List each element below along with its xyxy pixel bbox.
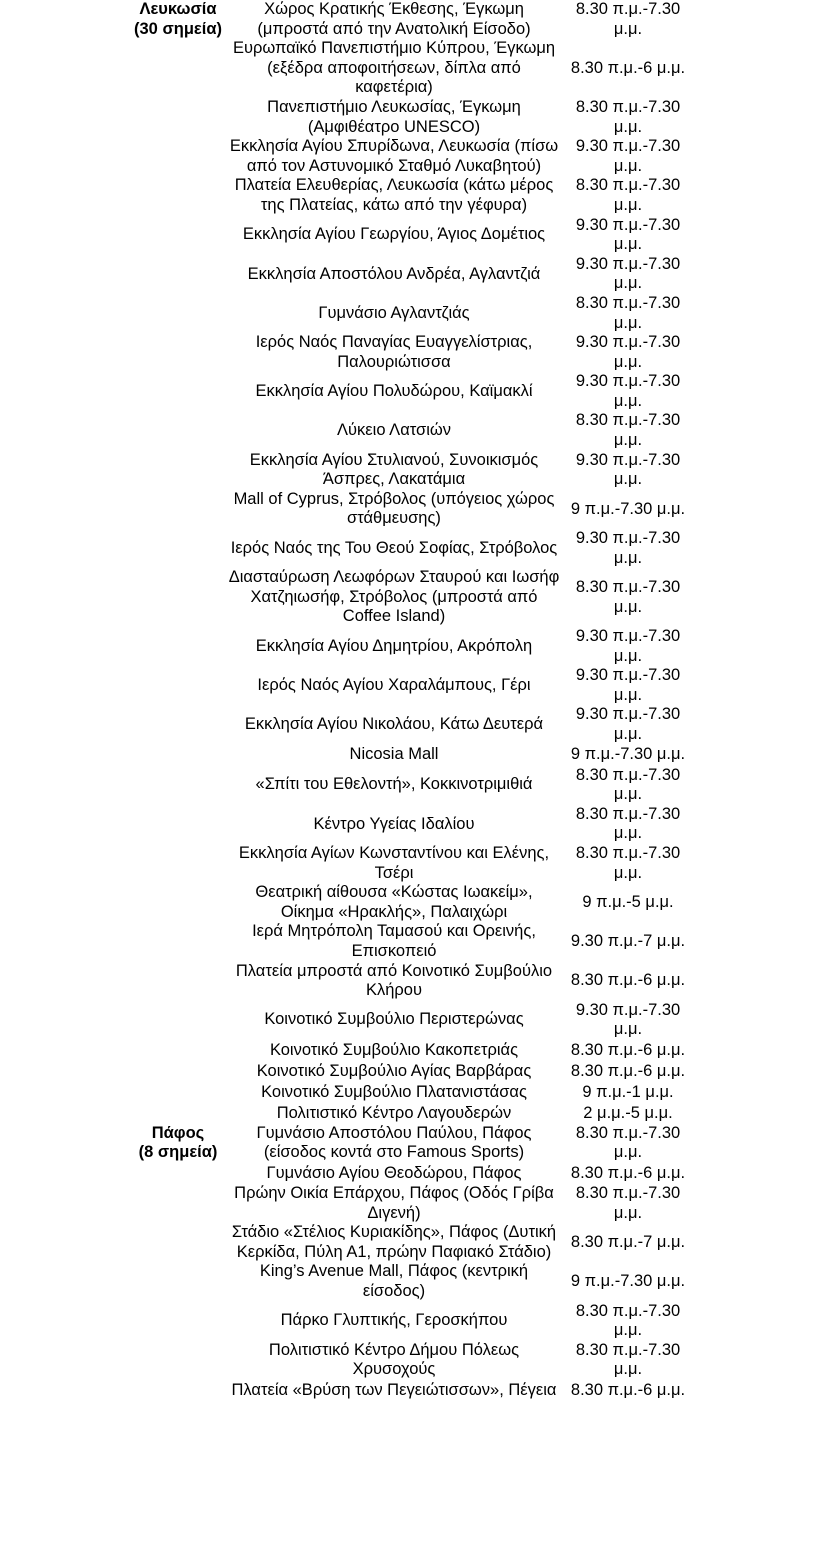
- hours-cell: 9.30 π.μ.-7.30 μ.μ.: [575, 372, 681, 410]
- location-cell: Κέντρο Υγείας Ιδαλίου: [313, 814, 475, 833]
- location-cell: Εκκλησία Αγίου Στυλιανού, Συνοικισμός Άσπρες, Λακατάμια: [249, 450, 539, 489]
- hours-cell: 9 π.μ.-7.30 μ.μ.: [570, 499, 686, 518]
- location-cell: Θεατρική αίθουσα «Κώστας Ιωακείμ», Οίκημα «Ηρακλής», Παλαιχώρι: [255, 883, 533, 921]
- hours-cell: 8.30 π.μ.-6 μ.μ.: [570, 971, 686, 990]
- location-cell: Mall of Cyprus, Στρόβολος (υπόγειος χώρος στάθμευσης): [233, 489, 555, 528]
- hours-cell: 8.30 π.μ.-6 μ.μ.: [570, 1163, 686, 1182]
- empty-cell: [696, 627, 828, 666]
- location-cell: Κοινοτικό Συμβούλιο Πλατανιστάσας: [261, 1082, 527, 1101]
- hours-cell: 9.30 π.μ.-7.30 μ.μ.: [575, 529, 681, 567]
- location-cell: Κοινοτικό Συμβούλιο Κακοπετριάς: [269, 1040, 519, 1059]
- location-cell: «Σπίτι του Εθελοντή», Κοκκινοτριμιθιά: [255, 775, 533, 794]
- location-cell: Λύκειο Λατσιών: [337, 421, 451, 440]
- location-cell: Πλατεία Ελευθερίας, Λευκωσία (κάτω μέρος της Πλατείας, κάτω από την γέφυρα): [234, 176, 554, 214]
- hours-cell: 2 μ.μ.-5 μ.μ.: [583, 1103, 673, 1122]
- empty-cell: [696, 411, 828, 450]
- hours-cell: 8.30 π.μ.-7.30 μ.μ.: [575, 765, 681, 804]
- hours-cell: 8.30 π.μ.-7.30 μ.μ.: [575, 0, 681, 38]
- empty-cell: [696, 1380, 828, 1401]
- location-cell: King’s Avenue Mall, Πάφος (κεντρική είσοδος): [259, 1262, 529, 1301]
- region-name: Λευκωσία: [139, 0, 217, 18]
- empty-cell: [696, 844, 828, 883]
- hours-cell: 8.30 π.μ.-7.30 μ.μ.: [575, 1123, 681, 1162]
- hours-cell: 9.30 π.μ.-7.30 μ.μ.: [575, 137, 681, 175]
- location-cell: Πλατεία μπροστά από Κοινοτικό Συμβούλιο Κλήρου: [235, 961, 553, 1000]
- empty-cell: [696, 568, 828, 627]
- empty-cell: [696, 766, 828, 805]
- hours-cell: 9.30 π.μ.-7.30 μ.μ.: [575, 333, 681, 371]
- table-row: [0, 1124, 828, 1163]
- hours-cell: 8.30 π.μ.-6 μ.μ.: [570, 1040, 686, 1059]
- empty-cell: [696, 372, 828, 411]
- location-cell: Πανεπιστήμιο Λευκωσίας, Έγκωμη (Αμφιθέατρο UNESCO): [267, 97, 521, 136]
- hours-cell: 8.30 π.μ.-6 μ.μ.: [570, 1380, 686, 1399]
- empty-cell: [696, 216, 828, 255]
- location-cell: Στάδιο «Στέλιος Κυριακίδης», Πάφος (Δυτική Κερκίδα, Πύλη Α1, πρώην Παφιακό Στάδιο): [231, 1223, 557, 1261]
- location-cell: Εκκλησία Αγίου Πολυδώρου, Καϊμακλί: [255, 382, 533, 401]
- location-cell: Nicosia Mall: [349, 745, 439, 764]
- hours-cell: 9.30 π.μ.-7.30 μ.μ.: [575, 705, 681, 743]
- empty-cell: [696, 294, 828, 333]
- empty-cell: [696, 805, 828, 844]
- empty-cell: [696, 0, 828, 39]
- location-cell: Γυμνάσιο Αγλαντζιάς: [318, 303, 470, 322]
- empty-cell: [696, 490, 828, 529]
- empty-cell: [696, 705, 828, 744]
- hours-cell: 9 π.μ.-7.30 μ.μ.: [570, 745, 686, 764]
- location-cell: Χώρος Κρατικής Έκθεσης, Έγκωμη (μπροστά από την Ανατολική Είσοδο): [257, 0, 531, 38]
- hours-cell: 8.30 π.μ.-7.30 μ.μ.: [575, 293, 681, 332]
- empty-cell: [696, 1223, 828, 1262]
- location-cell: Γυμνάσιο Αποστόλου Παύλου, Πάφος (είσοδος κοντά στο Famous Sports): [256, 1123, 532, 1162]
- empty-cell: [696, 1124, 828, 1163]
- location-cell: Εκκλησία Αποστόλου Ανδρέα, Αγλαντζιά: [247, 264, 541, 283]
- hours-cell: 8.30 π.μ.-7.30 μ.μ.: [575, 1301, 681, 1340]
- hours-cell: 9.30 π.μ.-7.30 μ.μ.: [575, 215, 681, 254]
- empty-cell: [696, 1061, 828, 1082]
- empty-cell: [696, 1184, 828, 1223]
- hours-cell: 9.30 π.μ.-7 μ.μ.: [570, 932, 686, 951]
- empty-cell: [696, 1341, 828, 1380]
- empty-cell: [696, 1001, 828, 1040]
- location-cell: Γυμνάσιο Αγίου Θεοδώρου, Πάφος: [266, 1163, 522, 1182]
- location-cell: Πάρκο Γλυπτικής, Γεροσκήπου: [280, 1311, 508, 1330]
- hours-cell: 8.30 π.μ.-7.30 μ.μ.: [575, 1184, 681, 1222]
- empty-cell: [696, 1302, 828, 1341]
- empty-cell: [696, 922, 828, 961]
- empty-cell: [696, 1262, 828, 1301]
- location-cell: Εκκλησία Αγίων Κωνσταντίνου και Ελένης, Τσέρι: [238, 843, 550, 882]
- empty-cell: [696, 1163, 828, 1184]
- hours-cell: 8.30 π.μ.-7.30 μ.μ.: [575, 1340, 681, 1379]
- empty-cell: [696, 1040, 828, 1061]
- empty-cell: [696, 333, 828, 372]
- location-cell: Ευρωπαϊκό Πανεπιστήμιο Κύπρου, Έγκωμη (εξέδρα αποφοιτήσεων, δίπλα από καφετέρια): [232, 39, 556, 97]
- hours-cell: 9.30 π.μ.-7.30 μ.μ.: [575, 450, 681, 489]
- region-name: Πάφος: [151, 1123, 205, 1142]
- location-cell: Ιερός Ναός της Του Θεού Σοφίας, Στρόβολος: [230, 538, 558, 557]
- location-cell: Ιερός Ναός Παναγίας Ευαγγελίστριας, Παλουριώτισσα: [255, 333, 533, 371]
- empty-cell: [696, 883, 828, 922]
- location-cell: Διασταύρωση Λεωφόρων Σταυρού και Ιωσήφ Χατζηιωσήφ, Στρόβολος (μπροστά από Coffee Island): [228, 568, 560, 626]
- location-cell: Ιερά Μητρόπολη Ταμασού και Ορεινής, Επισκοπειό: [252, 922, 536, 960]
- location-cell: Πολιτιστικό Κέντρο Λαγουδερών: [276, 1103, 512, 1122]
- hours-cell: 8.30 π.μ.-6 μ.μ.: [570, 1061, 686, 1080]
- empty-cell: [696, 529, 828, 568]
- table-row: [0, 0, 828, 39]
- empty-cell: [696, 176, 828, 215]
- hours-cell: 9.30 π.μ.-7.30 μ.μ.: [575, 666, 681, 704]
- empty-cell: [696, 1082, 828, 1103]
- location-cell: Εκκλησία Αγίου Δημητρίου, Ακρόπολη: [255, 636, 533, 655]
- hours-cell: 9 π.μ.-5 μ.μ.: [582, 892, 674, 911]
- location-cell: Ιερός Ναός Αγίου Χαραλάμπους, Γέρι: [257, 675, 531, 694]
- region-count: (8 σημεία): [138, 1143, 218, 1162]
- empty-cell: [696, 962, 828, 1001]
- hours-cell: 8.30 π.μ.-7.30 μ.μ.: [575, 97, 681, 136]
- hours-cell: 9 π.μ.-1 μ.μ.: [582, 1082, 674, 1101]
- location-cell: Εκκλησία Αγίου Νικολάου, Κάτω Δευτερά: [244, 715, 544, 734]
- hours-cell: 8.30 π.μ.-7 μ.μ.: [570, 1233, 686, 1252]
- location-cell: Πολιτιστικό Κέντρο Δήμου Πόλεως Χρυσοχούς: [268, 1340, 520, 1379]
- region-cell: [0, 0, 228, 1124]
- hours-cell: 9.30 π.μ.-7.30 μ.μ.: [575, 627, 681, 665]
- location-cell: Εκκλησία Αγίου Γεωργίου, Άγιος Δομέτιος: [242, 225, 546, 244]
- empty-cell: [696, 39, 828, 98]
- region-count: (30 σημεία): [134, 19, 222, 38]
- region-cell: [0, 1124, 228, 1401]
- hours-cell: 8.30 π.μ.-7.30 μ.μ.: [575, 411, 681, 450]
- hours-cell: 8.30 π.μ.-6 μ.μ.: [570, 58, 686, 77]
- location-cell: Κοινοτικό Συμβούλιο Περιστερώνας: [264, 1010, 524, 1029]
- empty-cell: [696, 255, 828, 294]
- location-cell: Πλατεία «Βρύση των Πεγειώτισσων», Πέγεια: [231, 1380, 557, 1399]
- hours-cell: 8.30 π.μ.-7.30 μ.μ.: [575, 843, 681, 882]
- hours-cell: 8.30 π.μ.-7.30 μ.μ.: [575, 804, 681, 843]
- empty-cell: [696, 666, 828, 705]
- empty-cell: [696, 137, 828, 176]
- location-cell: Κοινοτικό Συμβούλιο Αγίας Βαρβάρας: [256, 1061, 532, 1080]
- empty-cell: [696, 451, 828, 490]
- hours-cell: 8.30 π.μ.-7.30 μ.μ.: [575, 176, 681, 214]
- empty-cell: [696, 745, 828, 766]
- hours-cell: 9 π.μ.-7.30 μ.μ.: [570, 1272, 686, 1291]
- empty-cell: [696, 1103, 828, 1124]
- hours-cell: 9.30 π.μ.-7.30 μ.μ.: [575, 1000, 681, 1039]
- location-cell: Πρώην Οικία Επάρχου, Πάφος (Οδός Γρίβα Διγενή): [234, 1184, 554, 1222]
- hours-cell: 9.30 π.μ.-7.30 μ.μ.: [575, 254, 681, 293]
- location-cell: Εκκλησία Αγίου Σπυρίδωνα, Λευκωσία (πίσω από τον Αστυνομικό Σταθμό Λυκαβητού): [229, 137, 559, 175]
- empty-cell: [696, 98, 828, 137]
- hours-cell: 8.30 π.μ.-7.30 μ.μ.: [575, 578, 681, 616]
